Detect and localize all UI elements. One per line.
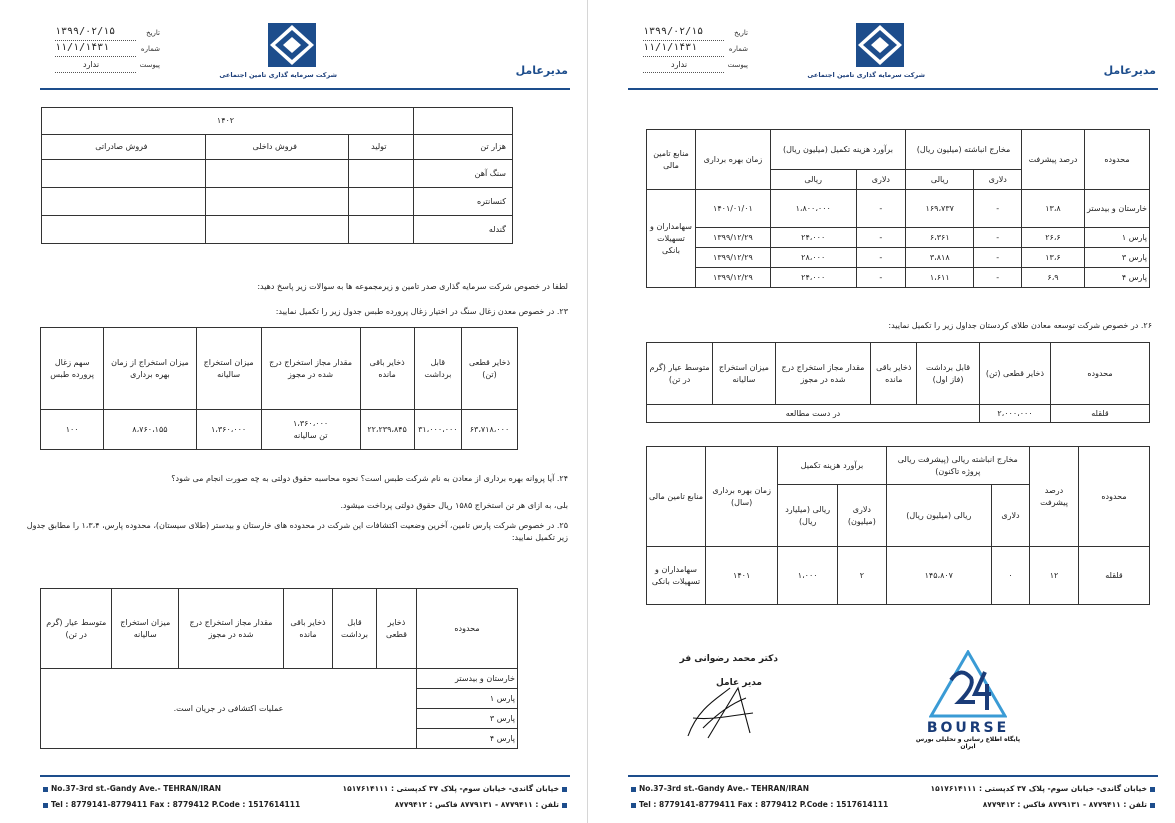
dev-est-rial: ۱،۸۰۰،۰۰۰ [770,190,856,228]
footer-address-fa: خیابان گاندی- خیابان سوم- پلاک ۳۷ کدپستی : ۱۵۱۷۶۱۴۱۱۱ [342,784,559,793]
letter-number: ۱۱/۱/۱۴۳۱ [55,42,110,53]
coal-header: میزان استخراج از زمان بهره برداری [104,328,196,410]
letter-meta [643,27,748,75]
production-row-label: گندله [414,216,513,244]
number-label: شماره [140,45,160,53]
footer-address-en: No.37-3rd st.-Gandy Ave.- TEHRAN/IRAN [51,784,222,793]
footer-phone-en: Tel : 8779141-8779411 Fax : 8779412 P.Code : 1517614111 [51,800,301,809]
coal-permit-unit: تن سالیانه [293,430,328,440]
dev-time: ۱۴۰۱/۰۱/۰۱ [696,190,771,228]
kdev-header-cost: مخارج انباشته ریالی (پیشرفت ریالی پروژه تاکنون) [886,447,1029,485]
coal-header: ذخایر باقی مانده [360,328,414,410]
kdev-header-time: زمان بهره برداری (سال) [706,447,778,547]
dev-cost-rial: ۳،۸۱۸ [906,248,974,268]
exploration-note: عملیات اکتشافی در جریان است. [41,669,417,749]
coal-value-permit [261,410,360,450]
dev-cost-dollar: - [974,190,1022,228]
exploration-table [40,588,518,749]
footer-address-fa: خیابان گاندی- خیابان سوم- پلاک ۳۷ کدپستی : ۱۵۱۷۶۱۴۱۱۱ [930,784,1147,793]
bullet-square-icon [1150,787,1155,792]
kdev-area: قلقله [1079,547,1150,605]
footer-phone-fa: تلفن : ۸۷۷۹۴۱۱ - ۸۷۷۹۱۳۱ فاکس : ۸۷۷۹۴۱۲ [394,800,559,809]
kdev-cost-rial: ۱۴۵،۸۰۷ [886,547,991,605]
dev-header-estimate: برآورد هزینه تکمیل (میلیون ریال) [770,130,905,170]
kdev-subheader: ریالی (میلیون ریال) [886,485,991,547]
letter-date: ۱۳۹۹/۰۲/۱۵ [643,26,704,37]
logo-caption: شرکت سرمایه گذاری تامین اجتماعی [219,71,337,79]
dev-est-rial: ۲۴،۰۰۰ [770,268,856,288]
dev-time: ۱۳۹۹/۱۲/۲۹ [696,228,771,248]
bourse24-logo [908,650,1028,750]
explore-area: پارس ۳ [417,709,518,729]
header-divider [40,88,570,90]
bullet-square-icon [631,803,636,808]
dev-area: پارس ۳ [1085,248,1150,268]
dev-progress: ۱۳،۶ [1022,248,1085,268]
bullet-square-icon [43,803,48,808]
dev-subheader: دلاری [974,170,1022,190]
footer-phone-fa: تلفن : ۸۷۷۹۴۱۱ - ۸۷۷۹۱۳۱ فاکس : ۸۷۷۹۴۱۲ [982,800,1147,809]
dev-cost-rial: ۱۶۹،۷۳۷ [906,190,974,228]
coal-header: سهم زغال پرورده طبس [41,328,104,410]
question-25: ۲۵. در خصوص شرکت پارس تامین، آخرین وضعیت اکتشافات این شرکت در محدوده های خارستان و بیدستر (طلای سیستان)، محدوده پارس، ۱،۳،۴ را مطابق جدول زیر تکمیل نمایید: [26,521,568,542]
explore-area: خارستان و بیدستر [417,669,518,689]
signature-title: مدیر عامل [715,678,762,688]
dev-est-rial: ۲۴،۰۰۰ [770,228,856,248]
kdev-cost-dollar: ۰ [991,547,1029,605]
kdev-header-area: محدوده [1079,447,1150,547]
letter-attachment: ندارد [671,60,688,69]
kurd-area: قلقله [1051,405,1150,423]
dev-cost-dollar: - [974,268,1022,288]
bourse-caption: پایگاه اطلاع رسانی و تحلیلی بورس ایران [915,736,1021,750]
coal-value: ۶۳،۷۱۸،۰۰۰ [462,410,518,450]
coal-mine-table [40,327,518,450]
production-header: فروش داخلی [205,135,348,160]
explore-header: مقدار مجاز استخراج درج شده در مجوز [178,589,283,669]
dev-cost-dollar: - [974,248,1022,268]
letter-date: ۱۳۹۹/۰۲/۱۵ [55,26,116,37]
dev-area: پارس ۴ [1085,268,1150,288]
dev-time: ۱۳۹۹/۱۲/۲۹ [696,268,771,288]
dev-cost-rial: ۱،۶۱۱ [906,268,974,288]
explore-header: قابل برداشت [332,589,376,669]
explore-header: متوسط عیار (گرم در تن) [41,589,112,669]
intro-text: لطفا در خصوص شرکت سرمایه گذاری صدر تامین و زیرمجموعه ها به سوالات زیر پاسخ دهید: [257,282,568,291]
dev-progress: ۱۳،۸ [1022,190,1085,228]
kdev-header-estimate: برآورد هزینه تکمیل [778,447,886,485]
company-logo [219,20,337,79]
coal-value: ۱،۳۶۰،۰۰۰ [196,410,261,450]
ceo-label: مدیرعامل [1103,64,1156,77]
kurdistan-reserves-table [646,342,1150,423]
kdev-header-fund: منابع تامین مالی [647,447,706,547]
attachment-label: پیوست [139,61,160,69]
letter-meta [55,27,160,75]
dev-header-time: زمان بهره برداری [696,130,771,190]
dev-area: پارس ۱ [1085,228,1150,248]
dev-cost-dollar: - [974,228,1022,248]
kdev-est-rial: ۱،۰۰۰ [778,547,838,605]
kurdistan-development-table [646,446,1150,605]
kurd-header: ذخایر قطعی (تن) [980,343,1051,405]
production-row-label: سنگ آهن [414,160,513,188]
dev-header-cost: مخارج انباشته (میلیون ریال) [906,130,1022,170]
kurd-header: محدوده [1051,343,1150,405]
letter-attachment: ندارد [83,60,100,69]
bullet-square-icon [562,803,567,808]
kurd-reserve: ۲،۰۰۰،۰۰۰ [980,405,1051,423]
date-label: تاریخ [734,29,748,37]
number-label: شماره [728,45,748,53]
dev-subheader: ریالی [770,170,856,190]
dev-progress: ۶،۹ [1022,268,1085,288]
footer [628,784,1158,814]
kdev-subheader: دلاری (میلیون) [838,485,887,547]
coal-value: ۱۰۰ [41,410,104,450]
kdev-subheader: ریالی (میلیارد ریال) [778,485,838,547]
coal-header: قابل برداشت [414,328,461,410]
production-header: فروش صادراتی [42,135,206,160]
dev-subheader: دلاری [856,170,906,190]
production-header: تولید [348,135,413,160]
bourse24-icon [929,650,1007,720]
letter-page-right [587,0,1175,823]
dev-fund: سهامداران و تسهیلات بانکی [647,190,696,288]
answer-24: بلی، به ازای هر تن استخراج ۱۵۸۵ ریال حقوق دولتی پرداخت میشود. [340,501,568,510]
dev-time: ۱۳۹۹/۱۲/۲۹ [696,248,771,268]
production-header: هزار تن [414,135,513,160]
dev-est-dollar: - [856,190,906,228]
signature-name: دکتر محمد رضوانی فر [679,654,778,664]
coal-value: ۸،۷۶۰،۱۵۵ [104,410,196,450]
explore-header: ذخایر باقی مانده [284,589,333,669]
dev-cost-rial: ۶،۳۶۱ [906,228,974,248]
kdev-time: ۱۴۰۱ [706,547,778,605]
ceo-label: مدیرعامل [515,64,568,77]
header-divider [628,88,1158,90]
coal-header: ذخایر قطعی (تن) [462,328,518,410]
bourse-word: BOURSE [926,720,1010,736]
kdev-subheader: دلاری [991,485,1029,547]
bullet-square-icon [562,787,567,792]
production-table [41,107,513,244]
explore-area: پارس ۱ [417,689,518,709]
kurd-header: متوسط عیار (گرم در تن) [647,343,713,405]
attachment-label: پیوست [727,61,748,69]
question-23: ۲۳. در خصوص معدن زغال سنگ در اختیار زغال پرورده طبس جدول زیر را تکمیل نمایید: [275,307,568,316]
logo-diamond-icon [852,20,908,70]
footer-address-en: No.37-3rd st.-Gandy Ave.- TEHRAN/IRAN [639,784,810,793]
dev-est-dollar: - [856,268,906,288]
explore-header: میزان استخراج سالیانه [112,589,178,669]
dev-area: خارستان و بیدستر [1085,190,1150,228]
coal-value: ۲۲،۲۳۹،۸۴۵ [360,410,414,450]
ceo-signature [658,648,778,743]
footer-divider [40,775,570,777]
bullet-square-icon [43,787,48,792]
kdev-progress: ۱۲ [1030,547,1079,605]
handwritten-signature-icon [658,658,778,743]
production-year: ۱۴۰۲ [42,108,414,135]
coal-header: میزان استخراج سالیانه [196,328,261,410]
dev-header-fund: منابع تامین مالی [647,130,696,190]
kurd-header: مقدار مجاز استخراج درج شده در مجوز [775,343,871,405]
production-row-label: کنسانتره [414,188,513,216]
coal-permit-amount: ۱،۳۶۰،۰۰۰ [292,418,329,428]
dev-est-rial: ۲۸،۰۰۰ [770,248,856,268]
explore-area: پارس ۴ [417,729,518,749]
letter-number: ۱۱/۱/۱۴۳۱ [643,42,698,53]
kurd-header: میزان استخراج سالیانه [713,343,775,405]
kurd-study-note: در دست مطالعه [647,405,980,423]
kdev-fund: سهامداران و تسهیلات بانکی [647,547,706,605]
dev-subheader: ریالی [906,170,974,190]
explore-header: محدوده [417,589,518,669]
footer [40,784,570,814]
development-table [646,129,1150,288]
kdev-header-progress: درصد پیشرفت [1030,447,1079,547]
kdev-est-dollar: ۲ [838,547,887,605]
coal-value: ۳۱،۰۰۰،۰۰۰ [414,410,461,450]
logo-diamond-icon [264,20,320,70]
footer-divider [628,775,1158,777]
kurd-header: ذخایر باقی مانده [871,343,917,405]
coal-header: مقدار مجاز استخراج درج شده در مجوز [261,328,360,410]
question-24: ۲۴. آیا پروانه بهره برداری از معادن به نام شرکت طبس است؟ نحوه محاسبه حقوق دولتی به چه صورت انجام می شود؟ [171,474,568,483]
date-label: تاریخ [146,29,160,37]
bullet-square-icon [1150,803,1155,808]
kurd-header: قابل برداشت (فاز اول) [917,343,980,405]
dev-header-area: محدوده [1085,130,1150,190]
bullet-square-icon [631,787,636,792]
dev-est-dollar: - [856,228,906,248]
company-logo [807,20,925,79]
question-26: ۲۶. در خصوص شرکت توسعه معادن طلای کردستان جداول زیر را تکمیل نمایید: [888,321,1152,330]
dev-header-progress: درصد پیشرفت [1022,130,1085,190]
footer-phone-en: Tel : 8779141-8779411 Fax : 8779412 P.Code : 1517614111 [639,800,889,809]
explore-header: ذخایر قطعی [376,589,416,669]
dev-est-dollar: - [856,248,906,268]
logo-caption: شرکت سرمایه گذاری تامین اجتماعی [807,71,925,79]
dev-progress: ۲۶،۶ [1022,228,1085,248]
